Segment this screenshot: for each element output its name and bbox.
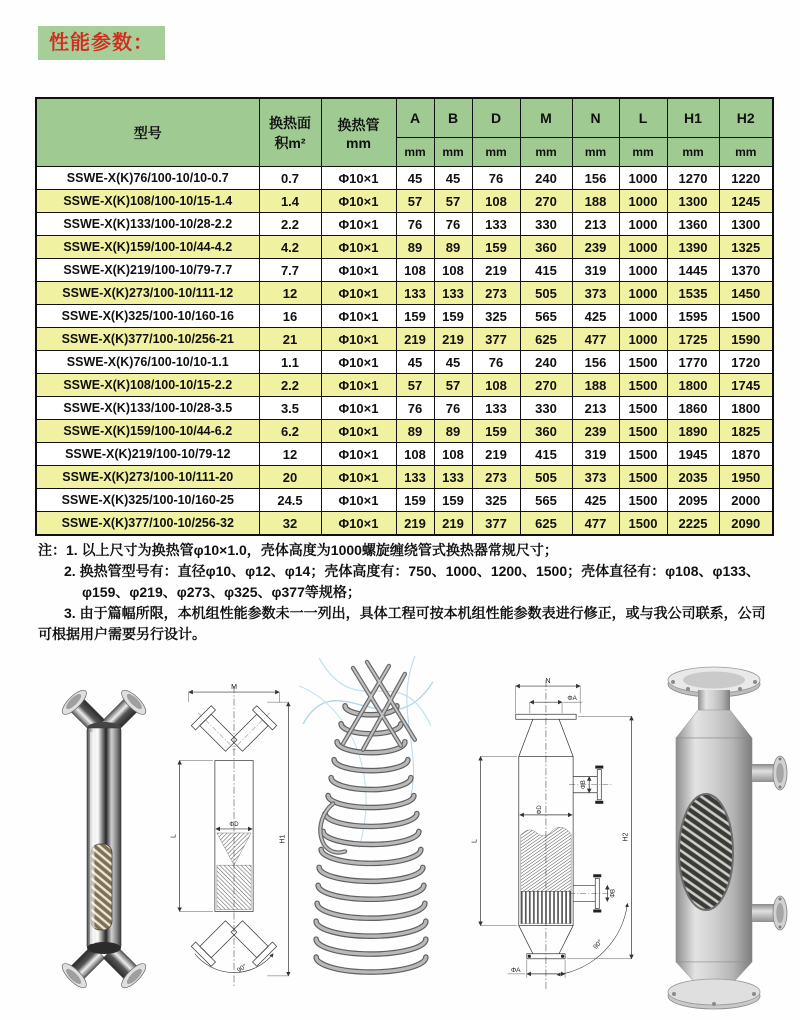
cell-n: 477 [572, 512, 619, 536]
column-unit-label: mm [619, 138, 667, 167]
cell-d: 325 [472, 489, 520, 512]
column-unit-label: mm [572, 138, 619, 167]
note-line: 3. 由于篇幅所限，本机组性能参数未一一列出，具体工程可按本机组性能参数表进行修正，或与我公司联系，公司 [64, 605, 766, 621]
dim-label-b-upper: ΦB [581, 780, 588, 790]
column-header-dimension: N [572, 98, 619, 138]
note-line: 2. 换热管型号有：直径φ10、φ12、φ14；壳体高度有：750、1000、1200、1500；壳体直径有：φ108、φ133、 [64, 563, 760, 579]
shell-body [87, 722, 121, 954]
cell-m: 270 [520, 374, 572, 397]
cell-l: 1000 [619, 167, 667, 190]
cell-m: 360 [520, 420, 572, 443]
cell-tube: Φ10×1 [321, 236, 396, 259]
cell-model: SSWE-X(K)159/100-10/44-6.2 [36, 420, 259, 443]
cell-h2: 1370 [719, 259, 773, 282]
note-line: φ159、φ219、φ273、φ325、φ377等规格； [82, 584, 361, 600]
cell-n: 373 [572, 466, 619, 489]
notes-block [38, 540, 770, 645]
cell-model: SSWE-X(K)133/100-10/28-2.2 [36, 213, 259, 236]
cell-m: 625 [520, 328, 572, 351]
cell-l: 1500 [619, 489, 667, 512]
cell-b: 159 [434, 489, 472, 512]
cell-m: 625 [520, 512, 572, 536]
cell-l: 1000 [619, 236, 667, 259]
cell-b: 57 [434, 374, 472, 397]
column-header-dimension: D [472, 98, 520, 138]
cell-model: SSWE-X(K)219/100-10/79-12 [36, 443, 259, 466]
table-row [36, 374, 773, 397]
cell-n: 319 [572, 443, 619, 466]
cell-a: 108 [396, 443, 434, 466]
spiral-coil-illustration [297, 654, 437, 988]
cell-b: 108 [434, 443, 472, 466]
cell-area: 21 [259, 328, 321, 351]
column-header-model: 型号 [36, 98, 259, 167]
angle-label: 90° [236, 962, 249, 975]
cell-h2: 2090 [719, 512, 773, 536]
table-body [36, 167, 773, 536]
angle-label: 90° [592, 938, 605, 951]
cell-area: 4.2 [259, 236, 321, 259]
cell-d: 325 [472, 305, 520, 328]
cell-l: 1500 [619, 466, 667, 489]
cell-h1: 1535 [667, 282, 719, 305]
cell-tube: Φ10×1 [321, 512, 396, 536]
cell-l: 1000 [619, 259, 667, 282]
visible-coil-window [679, 794, 733, 910]
cell-l: 1500 [619, 374, 667, 397]
clamp-type-drawing [170, 680, 297, 994]
coil-hatch [521, 827, 571, 891]
cell-h1: 1390 [667, 236, 719, 259]
top-left-nozzle [188, 703, 245, 760]
cell-model: SSWE-X(K)133/100-10/28-3.5 [36, 397, 259, 420]
cell-area: 0.7 [259, 167, 321, 190]
dimension-drawing-clamp-type [170, 680, 297, 994]
cell-d: 133 [472, 397, 520, 420]
table-row [36, 236, 773, 259]
table-row [36, 443, 773, 466]
cell-d: 76 [472, 167, 520, 190]
column-header-dimension: H2 [719, 98, 773, 138]
cell-h1: 2095 [667, 489, 719, 512]
column-unit-label: mm [520, 138, 572, 167]
cell-area: 12 [259, 443, 321, 466]
cell-n: 188 [572, 190, 619, 213]
cell-h2: 1450 [719, 282, 773, 305]
cell-a: 108 [396, 259, 434, 282]
cell-h1: 1300 [667, 190, 719, 213]
column-unit-label: mm [667, 138, 719, 167]
cell-d: 377 [472, 512, 520, 536]
cell-model: SSWE-X(K)273/100-10/111-20 [36, 466, 259, 489]
column-unit-label: mm [434, 138, 472, 167]
cell-m: 360 [520, 236, 572, 259]
cell-h2: 1220 [719, 167, 773, 190]
upper-nozzle [752, 756, 787, 790]
coil-hatch-wedge [217, 833, 251, 865]
cell-a: 133 [396, 282, 434, 305]
cell-model: SSWE-X(K)159/100-10/44-4.2 [36, 236, 259, 259]
cell-tube: Φ10×1 [321, 443, 396, 466]
cell-area: 1.1 [259, 351, 321, 374]
lower-nozzle [752, 896, 787, 930]
dim-label-d: ΦD [536, 805, 543, 815]
cell-d: 273 [472, 282, 520, 305]
cell-a: 159 [396, 305, 434, 328]
cell-n: 213 [572, 213, 619, 236]
cell-a: 45 [396, 351, 434, 374]
dim-label-n: N [545, 678, 551, 686]
cell-m: 505 [520, 282, 572, 305]
cell-b: 89 [434, 236, 472, 259]
cell-b: 108 [434, 259, 472, 282]
dim-label-h2: H2 [622, 832, 630, 842]
dim-label-l: L [170, 834, 178, 838]
cell-b: 133 [434, 282, 472, 305]
dim-label-l: L [471, 839, 479, 844]
cell-area: 2.2 [259, 374, 321, 397]
cell-n: 156 [572, 167, 619, 190]
cell-h2: 1500 [719, 305, 773, 328]
cell-b: 57 [434, 190, 472, 213]
cell-d: 76 [472, 351, 520, 374]
table-row [36, 489, 773, 512]
cell-b: 133 [434, 466, 472, 489]
cell-tube: Φ10×1 [321, 351, 396, 374]
page-title: 性能参数： [38, 26, 165, 60]
cell-a: 133 [396, 466, 434, 489]
cell-m: 415 [520, 259, 572, 282]
cell-h2: 1720 [719, 351, 773, 374]
cell-d: 108 [472, 190, 520, 213]
table-row [36, 420, 773, 443]
cell-model: SSWE-X(K)76/100-10/10-0.7 [36, 167, 259, 190]
dim-label-a-bottom: ΦA [510, 966, 521, 974]
note-line: 注：1. 以上尺寸为换热管φ10×1.0，壳体高度为1000螺旋缠绕管式换热器常规尺寸； [38, 542, 558, 558]
cell-model: SSWE-X(K)108/100-10/15-2.2 [36, 374, 259, 397]
cell-b: 76 [434, 213, 472, 236]
cell-b: 219 [434, 328, 472, 351]
cell-h1: 2035 [667, 466, 719, 489]
column-header-dimension: A [396, 98, 434, 138]
cell-l: 1500 [619, 443, 667, 466]
cell-a: 57 [396, 190, 434, 213]
cell-d: 219 [472, 443, 520, 466]
cell-l: 1500 [619, 420, 667, 443]
cell-a: 219 [396, 328, 434, 351]
column-header-dimension: M [520, 98, 572, 138]
cell-model: SSWE-X(K)273/100-10/111-12 [36, 282, 259, 305]
table-row [36, 167, 773, 190]
cell-model: SSWE-X(K)325/100-10/160-25 [36, 489, 259, 512]
cell-h2: 1745 [719, 374, 773, 397]
cell-d: 133 [472, 213, 520, 236]
dim-label-a-top: ΦA [567, 695, 577, 703]
cell-l: 1000 [619, 213, 667, 236]
cell-a: 76 [396, 213, 434, 236]
column-unit-label: mm [396, 138, 434, 167]
dim-label-m: M [231, 684, 237, 692]
cell-h2: 1825 [719, 420, 773, 443]
cell-h1: 1945 [667, 443, 719, 466]
cell-h1: 1890 [667, 420, 719, 443]
cell-model: SSWE-X(K)108/100-10/15-1.4 [36, 190, 259, 213]
table-row [36, 213, 773, 236]
cell-model: SSWE-X(K)325/100-10/160-16 [36, 305, 259, 328]
cell-m: 330 [520, 213, 572, 236]
cell-n: 188 [572, 374, 619, 397]
cell-b: 159 [434, 305, 472, 328]
cell-area: 7.7 [259, 259, 321, 282]
cell-l: 1500 [619, 351, 667, 374]
cell-h2: 1800 [719, 397, 773, 420]
table-row [36, 328, 773, 351]
cell-n: 213 [572, 397, 619, 420]
cell-n: 239 [572, 236, 619, 259]
cell-tube: Φ10×1 [321, 282, 396, 305]
cell-tube: Φ10×1 [321, 420, 396, 443]
cell-h1: 1770 [667, 351, 719, 374]
cell-tube: Φ10×1 [321, 489, 396, 512]
cell-model: SSWE-X(K)377/100-10/256-21 [36, 328, 259, 351]
table-row [36, 259, 773, 282]
cell-tube: Φ10×1 [321, 374, 396, 397]
cell-h1: 1800 [667, 374, 719, 397]
cell-h1: 1595 [667, 305, 719, 328]
performance-parameter-table [35, 97, 774, 536]
cell-area: 24.5 [259, 489, 321, 512]
column-header-dimension: L [619, 98, 667, 138]
column-header-dimension: B [434, 98, 472, 138]
cell-n: 156 [572, 351, 619, 374]
column-header-dimension: H1 [667, 98, 719, 138]
table-row [36, 397, 773, 420]
coil-comb [521, 891, 571, 923]
cell-m: 240 [520, 351, 572, 374]
cell-h1: 2225 [667, 512, 719, 536]
product-photo-flange-exchanger [644, 660, 796, 1014]
cell-model: SSWE-X(K)377/100-10/256-32 [36, 512, 259, 536]
cell-area: 3.5 [259, 397, 321, 420]
cell-m: 330 [520, 397, 572, 420]
cell-area: 20 [259, 466, 321, 489]
table-row [36, 351, 773, 374]
table-row [36, 190, 773, 213]
product-photo-clamp-exchanger [46, 674, 162, 1006]
cell-tube: Φ10×1 [321, 397, 396, 420]
column-unit-label: mm [719, 138, 773, 167]
cell-b: 76 [434, 397, 472, 420]
cell-m: 505 [520, 466, 572, 489]
cell-m: 270 [520, 190, 572, 213]
cell-n: 477 [572, 328, 619, 351]
lower-side-nozzle [569, 874, 613, 912]
dimension-drawing-flange-type [460, 676, 647, 993]
cell-a: 219 [396, 512, 434, 536]
dim-label-d: ΦD [229, 821, 239, 828]
cell-area: 6.2 [259, 420, 321, 443]
cell-tube: Φ10×1 [321, 259, 396, 282]
cell-h2: 1325 [719, 236, 773, 259]
cell-h1: 1360 [667, 213, 719, 236]
cell-d: 273 [472, 466, 520, 489]
cell-b: 89 [434, 420, 472, 443]
column-unit-label: mm [472, 138, 520, 167]
table-row [36, 466, 773, 489]
upper-cone [676, 710, 752, 738]
cell-n: 373 [572, 282, 619, 305]
bottom-flange [668, 979, 760, 1009]
cell-l: 1000 [619, 282, 667, 305]
cell-a: 45 [396, 167, 434, 190]
flange-type-drawing [460, 676, 647, 993]
flange-exchanger-illustration [644, 660, 796, 1014]
cell-area: 32 [259, 512, 321, 536]
upper-side-nozzle [569, 766, 613, 804]
cell-d: 219 [472, 259, 520, 282]
cell-n: 425 [572, 305, 619, 328]
cell-l: 1500 [619, 397, 667, 420]
cell-m: 240 [520, 167, 572, 190]
cell-h1: 1445 [667, 259, 719, 282]
cell-a: 159 [396, 489, 434, 512]
cell-tube: Φ10×1 [321, 213, 396, 236]
cell-tube: Φ10×1 [321, 167, 396, 190]
cell-h2: 1300 [719, 213, 773, 236]
cell-area: 16 [259, 305, 321, 328]
cell-l: 1500 [619, 512, 667, 536]
note-line: 可根据用户需要另行设计。 [38, 626, 206, 642]
cell-model: SSWE-X(K)219/100-10/79-7.7 [36, 259, 259, 282]
column-header-tube-line1: 换热管 [337, 116, 380, 133]
bottom-left-nozzle [191, 916, 241, 966]
cell-a: 89 [396, 236, 434, 259]
cell-h2: 1590 [719, 328, 773, 351]
clamp-exchanger-illustration [46, 674, 162, 1006]
dim-label-h1: H1 [279, 834, 287, 844]
cell-model: SSWE-X(K)76/100-10/10-1.1 [36, 351, 259, 374]
cell-a: 57 [396, 374, 434, 397]
coil-windings [316, 706, 426, 972]
cell-l: 1000 [619, 305, 667, 328]
cell-tube: Φ10×1 [321, 466, 396, 489]
cell-n: 425 [572, 489, 619, 512]
cell-a: 89 [396, 420, 434, 443]
cell-l: 1000 [619, 328, 667, 351]
cell-h2: 1870 [719, 443, 773, 466]
cell-m: 565 [520, 305, 572, 328]
column-header-tube-line2: mm [346, 134, 371, 151]
cell-d: 108 [472, 374, 520, 397]
column-header-tube [321, 98, 396, 167]
table-row [36, 305, 773, 328]
cell-h2: 2000 [719, 489, 773, 512]
cell-area: 1.4 [259, 190, 321, 213]
bottom-right-nozzle [227, 916, 277, 966]
cell-b: 45 [434, 351, 472, 374]
cell-tube: Φ10×1 [321, 328, 396, 351]
cell-n: 239 [572, 420, 619, 443]
coil-hatch-block [217, 865, 251, 909]
cell-h1: 1860 [667, 397, 719, 420]
dim-label-b-lower: ΦB [610, 888, 617, 898]
table-row [36, 282, 773, 305]
cell-tube: Φ10×1 [321, 305, 396, 328]
cell-h1: 1725 [667, 328, 719, 351]
cell-m: 565 [520, 489, 572, 512]
cell-d: 159 [472, 236, 520, 259]
cell-n: 319 [572, 259, 619, 282]
cell-h1: 1270 [667, 167, 719, 190]
column-header-area [259, 98, 321, 167]
neck [698, 690, 730, 710]
table-row [36, 512, 773, 536]
cell-d: 159 [472, 420, 520, 443]
cell-m: 415 [520, 443, 572, 466]
cell-h2: 1245 [719, 190, 773, 213]
top-right-nozzle [223, 703, 280, 760]
spiral-wound-coil-photo [297, 654, 437, 988]
cell-d: 377 [472, 328, 520, 351]
cell-area: 12 [259, 282, 321, 305]
cell-h2: 1950 [719, 466, 773, 489]
cell-a: 76 [396, 397, 434, 420]
column-header-area-line1: 换热面 [269, 114, 311, 131]
cell-l: 1000 [619, 190, 667, 213]
cell-area: 2.2 [259, 213, 321, 236]
cell-tube: Φ10×1 [321, 190, 396, 213]
column-header-area-line2: 积m² [274, 134, 306, 151]
cell-b: 45 [434, 167, 472, 190]
cell-b: 219 [434, 512, 472, 536]
